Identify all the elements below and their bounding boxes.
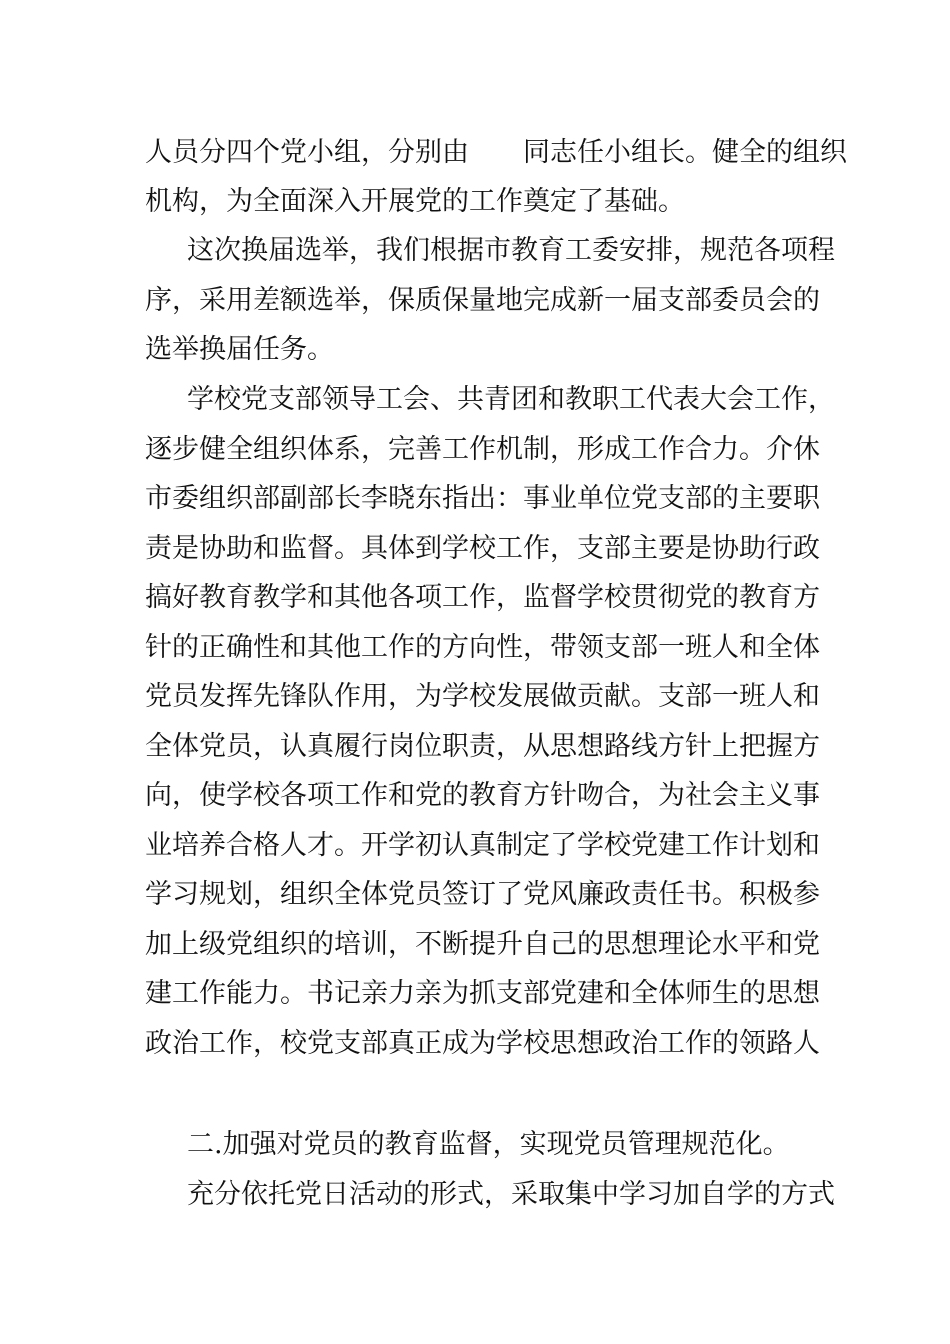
text-line: 业培养合格人才。开学初认真制定了学校党建工作计划和 bbox=[145, 830, 820, 861]
paragraph-start: 这次换届选举，我们根据市教育工委安排，规范各项程 bbox=[187, 235, 835, 266]
text-line: 学习规划，组织全体党员签订了党风廉政责任书。积极参 bbox=[145, 879, 820, 910]
text-line: 政治工作，校党支部真正成为学校思想政治工作的领路人 bbox=[145, 1028, 820, 1059]
paragraph-start: 充分依托党日活动的形式，采取集中学习加自学的方式 bbox=[187, 1179, 835, 1210]
text-line: 选举换届任务。 bbox=[145, 334, 334, 365]
text-line: 加上级党组织的培训，不断提升自己的思想理论水平和党 bbox=[145, 929, 820, 960]
text-line: 责是协助和监督。具体到学校工作，支部主要是协助行政 bbox=[145, 533, 820, 564]
text-line: 人员分四个党小组，分别由 同志任小组长。健全的组织 bbox=[145, 137, 847, 168]
text-line: 向，使学校各项工作和党的教育方针吻合，为社会主义事 bbox=[145, 780, 820, 811]
text-line: 党员发挥先锋队作用，为学校发展做贡献。支部一班人和 bbox=[145, 681, 820, 712]
text-line: 机构，为全面深入开展党的工作奠定了基础。 bbox=[145, 186, 685, 217]
section-heading: 二.加强对党员的教育监督，实现党员管理规范化。 bbox=[187, 1129, 790, 1160]
text-line: 针的正确性和其他工作的方向性，带领支部一班人和全体 bbox=[145, 632, 820, 663]
text-line: 市委组织部副部长李晓东指出：事业单位党支部的主要职 bbox=[145, 483, 820, 514]
text-line: 建工作能力。书记亲力亲为抓支部党建和全体师生的思想 bbox=[145, 978, 820, 1009]
text-line: 序，采用差额选举，保质保量地完成新一届支部委员会的 bbox=[145, 285, 820, 316]
text-line: 搞好教育教学和其他各项工作，监督学校贯彻党的教育方 bbox=[145, 582, 820, 613]
text-line: 逐步健全组织体系，完善工作机制，形成工作合力。介休 bbox=[145, 434, 820, 465]
text-line: 全体党员，认真履行岗位职责，从思想路线方针上把握方 bbox=[145, 731, 820, 762]
paragraph-start: 学校党支部领导工会、共青团和教职工代表大会工作， bbox=[187, 384, 835, 415]
